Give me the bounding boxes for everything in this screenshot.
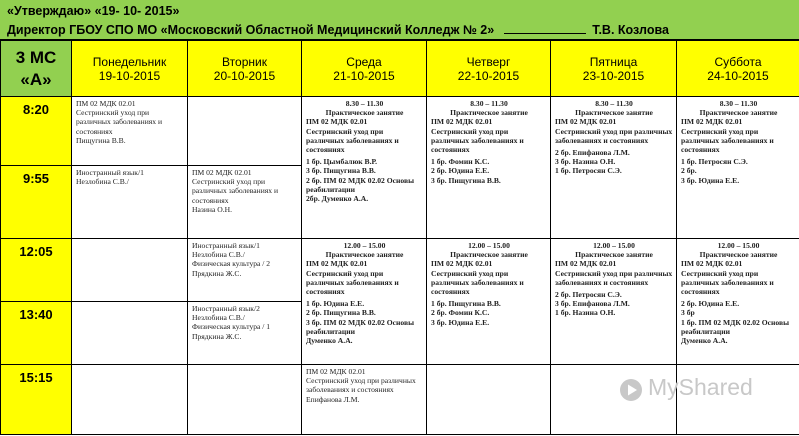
lesson-text: ПМ 02 МДК 02.01 [192,168,252,177]
day-date: 23-10-2015 [582,68,645,83]
lesson-cell [72,97,188,166]
brigade-line: 3 бр. Пищугина В.В. [306,166,376,176]
time-slot: 8:20 [1,97,72,166]
lesson-type: Практическое занятие [450,250,528,260]
brigade-line: 3 бр. ПМ 02 МДК 02.02 Основы реабилитации [306,317,415,336]
lesson-cell [72,365,188,435]
brigade-line: Думенко А.А. [681,336,728,346]
day-date: 24-10-2015 [707,68,769,83]
lesson-cell [72,302,188,365]
day-date: 22-10-2015 [457,68,520,83]
lesson-text: Иностранный язык/2 [192,304,260,313]
lesson-time: 8.30 – 11.30 [719,99,758,108]
teacher-name: Епифанова Л.М. [306,394,360,404]
teacher-name: Незлобина С.В./ [192,250,245,260]
day-header [677,41,799,97]
brigade-line: 3 бр [681,308,695,318]
lesson-time: 12.00 – 15.00 [717,241,760,250]
day-name: Вторник [222,54,267,69]
brigade-line: 3 бр. Пищугина В.В. [431,175,501,185]
teacher-name: Прядкина Ж.С. [192,268,242,278]
brigade-line: 2бр. Думенко А.А. [306,194,369,204]
group-line-1: 3 МС [15,47,57,67]
lesson-time: 8.30 – 11.30 [595,99,633,108]
brigade-line: 3 бр. Юдина Е.Е. [681,175,740,185]
lesson-cell [72,166,188,239]
lesson-text: ПМ 02 МДК 02.01 [76,99,136,108]
lesson-text: Иностранный язык/1 [76,168,144,177]
lesson-cell [677,97,799,239]
play-icon [619,378,643,402]
day-header [302,41,427,97]
brigade-line: 3 бр. Епифанова Л.М. [555,299,630,309]
day-date: 21-10-2015 [333,68,395,83]
brigade-line: 1 бр. Петросян С.Э. [681,157,748,167]
day-date: 20-10-2015 [213,68,276,83]
lesson-text: Сестринский уход при различных заболеваниях и состояниях [306,268,399,297]
lesson-text: Сестринский уход при различных заболеваниях и состояниях [681,268,774,297]
brigade-line: 1 бр. Юдина Е.Е. [306,299,365,309]
brigade-line: 3 бр. Назина О.Н. [555,157,616,167]
lesson-text: Физическая культура / 1 [192,322,271,332]
director-name: Т.В. Козлова [592,23,669,37]
brigade-line: 1 бр. Фомин К.С. [431,157,490,167]
director-line [7,22,669,37]
lesson-type: Практическое занятие [699,108,778,118]
lesson-text: Сестринский уход при различных заболеваниях и состояниях [431,268,524,297]
lesson-text: Сестринский уход при различных заболеваниях и состояниях [306,376,416,395]
lesson-cell [302,239,427,365]
lesson-text: ПМ 02 МДК 02.01 [555,117,617,127]
time-slot: 9:55 [1,166,72,239]
brigade-line: 2 бр. ПМ 02 МДК 02.02 Основы реабилитации [306,175,415,194]
lesson-type: Практическое занятие [575,108,653,118]
lesson-text: Физическая культура / 2 [192,259,271,269]
lesson-text: ПМ 02 МДК 02.01 [681,117,743,127]
lesson-text: ПМ 02 МДК 02.01 [431,117,493,127]
lesson-cell [188,97,302,166]
lesson-text: Сестринский уход при различных заболеваниях и состояниях [76,108,163,136]
day-name: Среда [346,54,382,69]
lesson-time: 8.30 – 11.30 [470,99,508,108]
approval-header [0,0,799,40]
lesson-text: Сестринский уход при различных заболеваниях и состояниях [555,126,673,145]
lesson-text: ПМ 02 МДК 02.01 [306,367,366,376]
lesson-type: Практическое занятие [575,250,653,260]
lesson-text: Иностранный язык/1 [192,241,260,250]
lesson-time: 8.30 – 11.30 [345,99,384,108]
day-header [188,41,302,97]
brigade-line: 1 бр. ПМ 02 МДК 02.02 Основы реабилитации [681,317,790,336]
table-row [1,97,799,166]
lesson-text: Сестринский уход при различных заболеваниях и состояниях [192,177,279,205]
lesson-cell [427,365,551,435]
lesson-cell [72,239,188,302]
lesson-text: ПМ 02 МДК 02.01 [681,259,743,269]
lesson-text: ПМ 02 МДК 02.01 [306,259,368,269]
lesson-cell [188,239,302,302]
lesson-time: 12.00 – 15.00 [593,241,635,250]
brigade-line: 2 бр. Юдина Е.Е. [681,299,740,309]
brigade-line: 2 бр. Епифанова Л.М. [555,148,630,158]
lesson-text: ПМ 02 МДК 02.01 [306,117,368,127]
lesson-cell [427,239,551,365]
lesson-text: ПМ 02 МДК 02.01 [431,259,493,269]
brigade-line: 3 бр. Юдина Е.Е. [431,317,490,327]
table-header-row [1,41,799,97]
lesson-type: Практическое занятие [450,108,528,118]
lesson-cell [188,166,302,239]
brigade-line: 1 бр. Пищугина В.В. [431,299,501,309]
day-name: Пятница [589,54,638,69]
teacher-name: Пищугина В.В. [76,135,126,145]
lesson-cell [188,365,302,435]
watermark-text: MyShared [648,374,753,400]
approval-line: «Утверждаю» «19- 10- 2015» [7,4,180,18]
lesson-type: Практическое занятие [325,108,404,118]
lesson-cell [677,239,799,365]
day-header [427,41,551,97]
table-row [1,239,799,302]
time-slot: 12:05 [1,239,72,302]
brigade-line: 2 бр. Пищугина В.В. [306,308,376,318]
brigade-line: 1 бр. Назина О.Н. [555,308,616,318]
lesson-text: Сестринский уход при различных заболеваниях и состояниях [681,126,774,155]
director-title: Директор ГБОУ СПО МО «Московский Областной Медицинский Колледж № 2» [7,23,495,37]
lesson-cell [188,302,302,365]
brigade-line: 2 бр. [681,166,697,176]
brigade-line: 2 бр. Юдина Е.Е. [431,166,490,176]
signature-line [504,22,586,34]
watermark [619,372,794,408]
teacher-name: Незлобина С.В./ [76,177,129,187]
teacher-name: Незлобина С.В./ [192,313,245,323]
day-date: 19-10-2015 [98,68,161,83]
lesson-time: 12.00 – 15.00 [343,241,386,250]
brigade-line: 2 бр. Фомин К.С. [431,308,490,318]
day-name: Понедельник [92,54,167,69]
teacher-name: Прядкина Ж.С. [192,331,242,341]
lesson-text: Сестринский уход при различных заболеваниях и состояниях [306,126,399,155]
day-header [551,41,677,97]
day-name: Четверг [466,54,511,69]
day-header [72,41,188,97]
group-name [1,41,72,97]
lesson-cell [302,97,427,239]
lesson-text: ПМ 02 МДК 02.01 [555,259,617,269]
teacher-name: Назина О.Н. [192,204,233,214]
lesson-cell [551,239,677,365]
lesson-time: 12.00 – 15.00 [468,241,510,250]
brigade-line: 1 бр. Петросян С.Э. [555,166,622,176]
lesson-cell [551,97,677,239]
lesson-cell [302,365,427,435]
lesson-type: Практическое занятие [325,250,404,260]
lesson-text: Сестринский уход при различных заболеваниях и состояниях [555,268,673,287]
brigade-line: 2 бр. Петросян С.Э. [555,290,622,300]
time-slot: 15:15 [1,365,72,435]
lesson-type: Практическое занятие [699,250,778,260]
brigade-line: 1 бр. Цымбалюк В.Р. [306,157,378,167]
brigade-line: Думенко А.А. [306,336,353,346]
group-line-2: «А» [20,69,52,89]
lesson-cell [427,97,551,239]
lesson-text: Сестринский уход при различных заболеваниях и состояниях [431,126,524,155]
time-slot: 13:40 [1,302,72,365]
day-name: Суббота [714,54,762,69]
